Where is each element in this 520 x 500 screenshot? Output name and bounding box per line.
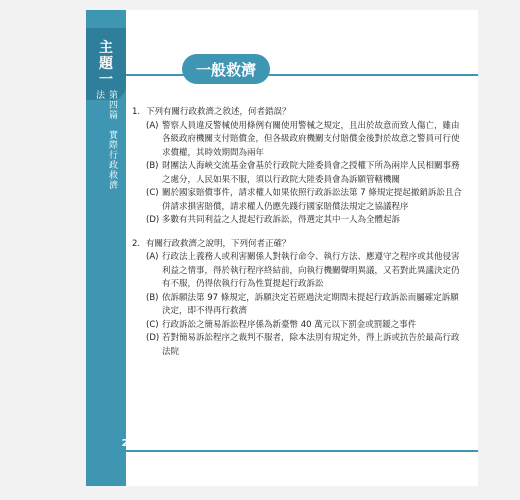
header-rule — [126, 74, 478, 76]
option-a — [146, 251, 462, 292]
option-text: 若對簡易訴訟程序之裁判不服者，除本法別有規定外，得上訴或抗告於最高行政法院 — [162, 333, 460, 357]
option-letter: (D) — [146, 333, 160, 343]
option-letter: (A) — [146, 252, 159, 262]
question-1 — [132, 106, 462, 228]
question-list — [132, 106, 462, 369]
section-subtitle-text: 第四篇 實際行政救濟法 — [94, 90, 117, 190]
question-2-stem — [132, 238, 462, 252]
option-letter: (D) — [146, 215, 160, 225]
question-number: 2. — [132, 238, 141, 249]
topic-tab-char-3: 一 — [99, 72, 113, 88]
option-letter: (B) — [146, 161, 159, 171]
option-text: 依訴願法第 97 條規定，訴願決定若經過決定期間未提起行政訴訟而屬確定訴願決定，即不得再行救濟 — [162, 292, 459, 316]
question-1-stem — [132, 106, 462, 120]
option-text: 財團法人海峽交流基金會基於行政院大陸委員會之授權下所為兩岸人民相關事務之處分，人民如果不服，須以行政院大陸委員會為訴願管轄機關 — [162, 161, 460, 185]
section-subtitle — [94, 90, 118, 190]
page-number: 206 — [121, 438, 143, 449]
option-letter: (B) — [146, 292, 159, 303]
option-b — [146, 160, 462, 187]
option-text: 行政法上義務人或利害關係人對執行命令、執行方法、應遵守之程序或其他侵害利益之情事，得於執行程序終結前，向執行機關聲明異議，又若對此異議決定仍有不服，仍得依執行行為性質提起行政訴訟 — [162, 252, 460, 289]
option-b — [146, 292, 462, 319]
option-c — [146, 187, 462, 214]
footer-rule — [126, 450, 478, 452]
option-text: 警察人員違反警械使用條例有關使用警械之規定，且出於故意而致人傷亡，雖由各級政府機關支付賠償金，但各級政府機關支付賠償金後對於故意之警員可行使求償權，其時效期間為兩年 — [162, 120, 460, 158]
option-d — [146, 332, 462, 359]
option-text: 關於國家賠償事件，請求權人如果依照行政訴訟法第 7 條規定提起撤銷訴訟且合併請求損害賠償，請求權人仍應先踐行國家賠償法規定之協議程序 — [162, 188, 462, 212]
question-text: 下列有關行政救濟之敘述，何者錯誤？ — [146, 107, 291, 117]
option-text: 行政訴訟之簡易訴訟程序係為新臺幣 40 萬元以下罰金或罰鍰之事件 — [162, 319, 417, 330]
book-page — [86, 10, 478, 486]
option-letter: (C) — [146, 188, 159, 198]
question-text: 有關行政救濟之說明，下列何者正確？ — [146, 238, 291, 249]
option-text: 多數有共同利益之人提起行政訴訟，得選定其中一人為全體起訴 — [162, 215, 401, 225]
topic-tab-char-1: 主 — [99, 40, 113, 56]
option-a — [146, 120, 462, 161]
option-d — [146, 214, 462, 228]
question-number: 1. — [132, 107, 141, 117]
option-letter: (C) — [146, 319, 159, 330]
question-2 — [132, 238, 462, 360]
page-title: 一般救濟 — [195, 61, 256, 79]
topic-tab-char-2: 題 — [99, 56, 113, 72]
option-c — [146, 319, 462, 333]
option-letter: (A) — [146, 120, 159, 131]
